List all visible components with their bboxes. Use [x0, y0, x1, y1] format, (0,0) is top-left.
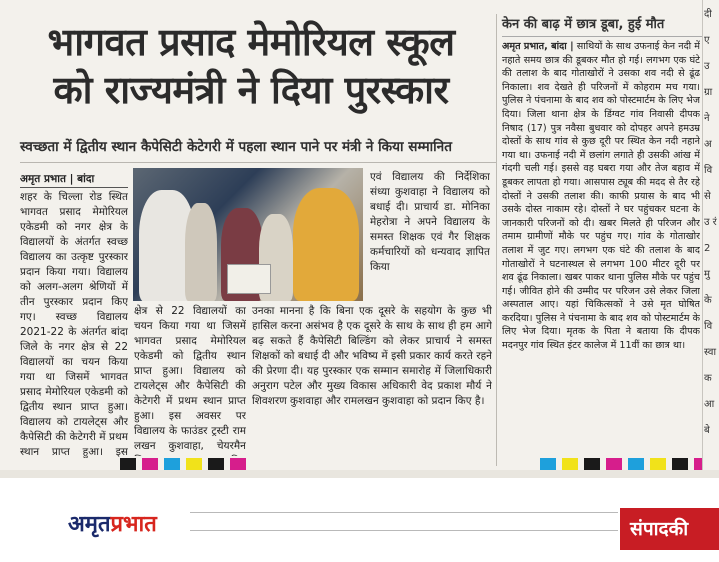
- logo-part-1: अमृत: [68, 512, 111, 537]
- headline-line-1: भागवत प्रसाद मेमोरियल स्कूल: [47, 20, 455, 64]
- right-edge-column: [702, 0, 719, 470]
- article-body-2: एवं विद्यालय की निर्देशिका संध्या कुशवाहा ने विद्यालय को बधाई दी। प्राचार्य डा. मोनिका मेहरोत्रा ने अपने विद्यालय के समस्त शिक्षक एवं गैर शिक्षक कर्मचारियों को धन्यवाद ज्ञापित किया: [370, 171, 490, 273]
- side-story-body: [502, 40, 700, 450]
- article-column-1-text: [20, 190, 128, 308]
- print-color-marks-right: [540, 458, 710, 470]
- side-story-dateline: अमृत प्रभात, बांदा |: [502, 41, 574, 52]
- editorial-section-tab: संपादकी: [620, 508, 719, 550]
- article-column-2-bottom: [252, 304, 492, 456]
- article-column-1-bottom: [20, 308, 128, 458]
- award-photo: [133, 168, 363, 301]
- masthead-rule: [190, 512, 618, 513]
- side-story-headline: केन की बाढ़ में छात्र डूबा, हुई मौत: [502, 14, 712, 37]
- masthead-rule-2: [190, 530, 618, 531]
- column-divider: [496, 14, 497, 466]
- headline: [8, 18, 494, 114]
- article-body-3: उनका मानना है कि बिना एक दूसरे के सहयोग के कुछ भी हासिल करना असंभव है एक दूसरे के साथ के साथ ही हम आगे बढ़ सकते हैं कैपेसिटी बिल्डिंग को लेकर प्राचार्य ने समस्त शिक्षकों को बधाई दी और भविष्य में इसी प्रकार कार्य करते रहने की प्रेरणा दी। यह पुरस्कार एक सम्मान समारोह में जिलाधिकारी अनुराग पटेल और मुख्य विकास अधिकारी वेद प्रकाश मौर्य ने शिवशरण कुशवाहा और रामलखन कुशवाहा को प्रदान किए है।: [252, 305, 492, 407]
- subheadline: स्वच्छता में द्वितीय स्थान कैपेसिटी केटेगरी में पहला स्थान पाने पर मंत्री ने किया सम्मानित: [20, 138, 496, 163]
- logo-part-2: प्रभात: [110, 512, 157, 537]
- article-column-mid: [134, 304, 246, 456]
- article-body-1: शहर के चिल्ला रोड स्थित भागवत प्रसाद मेमोरियल एकेडमी को नगर क्षेत्र के विद्यालयों के अंतर्गत स्वच्छ विद्यालय का उत्कृष्ट पुरस्कार प्रदान किया गया। विद्यालय को अलग-अलग श्रेणियों में तीन पुरस्कार प्रदान किए: [20, 191, 128, 308]
- article-column-2-top: [370, 170, 490, 290]
- newspaper-logo: [68, 508, 157, 538]
- dateline: अमृत प्रभात | बांदा: [20, 172, 128, 188]
- article-column-1-top: [20, 172, 128, 190]
- side-story-text: साथियों के साथ उफनाई केन नदी में नहाते समय छात्र की डूबकर मौत हो गई। लगभग एक घंटे की तलाश के बाद गोताखोरों ने उसका शव नदी से ढूंढ निकाला। शव देखते ही परिजनों में कोहराम मच गया। पुलिस ने पंचनामा के बाद शव को पोस्टमार्टम के लिए भेज दिया। जिला थाना क्षेत्र के डिंग्वट गांव निवासी दीपक निषाद (17) पुत्र नवैसा बुधवार को दोपहर अपने हमउम्र दोस्तों के साथ गांव से कुछ दूरी पर स्थित केन नदी नहाने गया था। उफनाई नदी में छलांग लगाते ही उसकी आंख में गंदगी चली गई। इससे वह घबरा गया और तेज बहाव में डूबकर लापता हो गया। आसपास ट्यूब की मदद से तैर रहे दोस्तों ने उसकी तलाश की। काफी प्रयास के बाद भी उसके दोस्त नाकाम रहे। दोस्तों ने घर पहुंचकर घटना के जानकारी परिजनों को दी। खबर मिलते ही परिजन और तमाम ग्रामीणों मौके पर पहुंच गए। गांव के गोताखोर तलाश में जुट गए। लगभग एक घंटे की तलाश के बाद गोताखोरों ने घटनास्थल से लगभग 100 मीटर दूरी पर शव ढूंढ निकाला। खबर पाकर थाना पुलिस मौके पर पहुंच गई। जीवित होने की उम्मीद पर परिजन उसे लेकर जिला अस्पताल आए। यहां चिकित्सकों ने उसे मृत घोषित करदिया। पुलिस ने पंचनामा के बाद शव को पोस्टमार्टम के लिए भेज दिया। मृतक के पिता ने बताया कि दीपक मदनपुर गांव स्थित इंटर कालेज में 11वीं का छात्र था।: [502, 41, 700, 352]
- print-color-marks: [120, 458, 246, 470]
- edge-text: दी ए उ ग्रा ने अ वि से उ रं 2 मु के वि स्वा क आ बे: [704, 9, 717, 436]
- headline-line-2: को राज्यमंत्री ने दिया पुरस्कार: [53, 68, 449, 112]
- article-body-mid: क्षेत्र से 22 विद्यालयों का चयन किया गया था जिसमें भागवत प्रसाद मेमोरियल एकेडमी को द्वितीय स्थान प्राप्त हुआ। विद्यालय को टायलेट्स और कैपेसिटी की केटेगरी में प्रथम स्थान प्राप्त हुआ। इस अवसर पर विद्यालय के फाउंडर ट्रस्टी राम लखन कुशवाहा, चेयरमैन: [134, 305, 246, 452]
- article-body-1-cont: गए। स्वच्छ विद्यालय 2021-22 के अंतर्गत बांदा जिले के नगर क्षेत्र से 22 विद्यालयों का चयन किया गया था जिसमें भागवत प्रसाद मेमोरियल एकेडमी को द्वितीय स्थान प्राप्त हुआ। विद्यालय को टायलेट्स और कैपेसिटी की केटेगरी में प्रथम स्थान प्राप्त हुआ। इस: [20, 311, 128, 458]
